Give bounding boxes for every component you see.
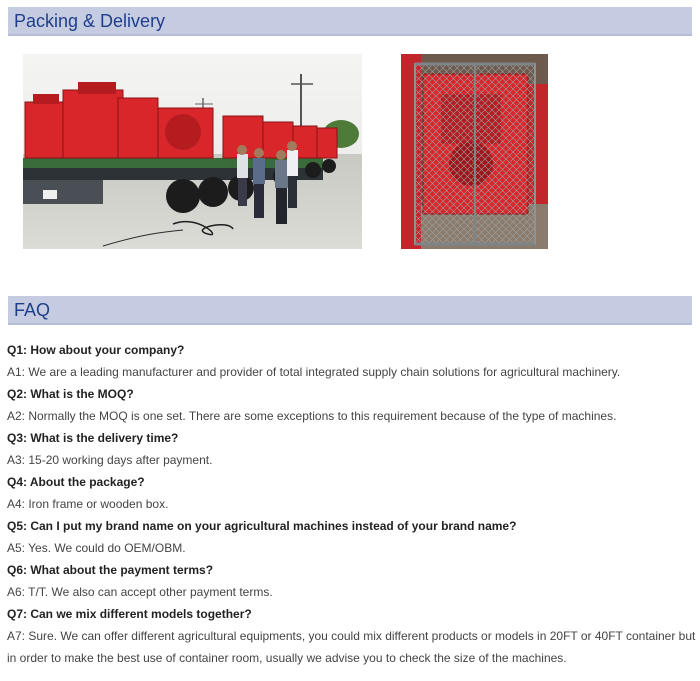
faq-list [7, 339, 697, 669]
faq-question: Q2: What is the MOQ? [7, 387, 134, 401]
faq-answer: A1: We are a leading manufacturer and provider of total integrated supply chain solutions for agricultural machinery. [7, 365, 621, 379]
faq-answer: A4: Iron frame or wooden box. [7, 497, 169, 511]
faq-question: Q4: About the package? [7, 475, 145, 489]
faq-answer: A3: 15-20 working days after payment. [7, 453, 213, 467]
packing-delivery-header [8, 7, 692, 36]
packing-delivery-title: Packing & Delivery [14, 11, 166, 31]
faq-question: Q5: Can I put my brand name on your agricultural machines instead of your brand name? [7, 519, 517, 533]
faq-answer: A2: Normally the MOQ is one set. There are some exceptions to this requirement because of the type of machines. [7, 409, 617, 423]
faq-question: Q6: What about the payment terms? [7, 563, 214, 577]
faq-answer: A7: Sure. We can offer different agricultural equipments, you could mix different products or models in 20FT or 40FT container but in order to make the best use of container room, usually we advise you to check the size of the machines. [7, 629, 696, 665]
faq-question: Q3: What is the delivery time? [7, 431, 179, 445]
faq-question: Q7: Can we mix different models together? [7, 607, 252, 621]
faq-title: FAQ [14, 300, 51, 320]
iron-frame-packing-photo [401, 54, 548, 249]
faq-answer: A6: T/T. We also can accept other payment terms. [7, 585, 273, 599]
faq-answer: A5: Yes. We could do OEM/OBM. [7, 541, 186, 555]
truck-loaded-machines-photo [23, 54, 362, 249]
faq-header [8, 296, 692, 325]
faq-question: Q1: How about your company? [7, 343, 185, 357]
